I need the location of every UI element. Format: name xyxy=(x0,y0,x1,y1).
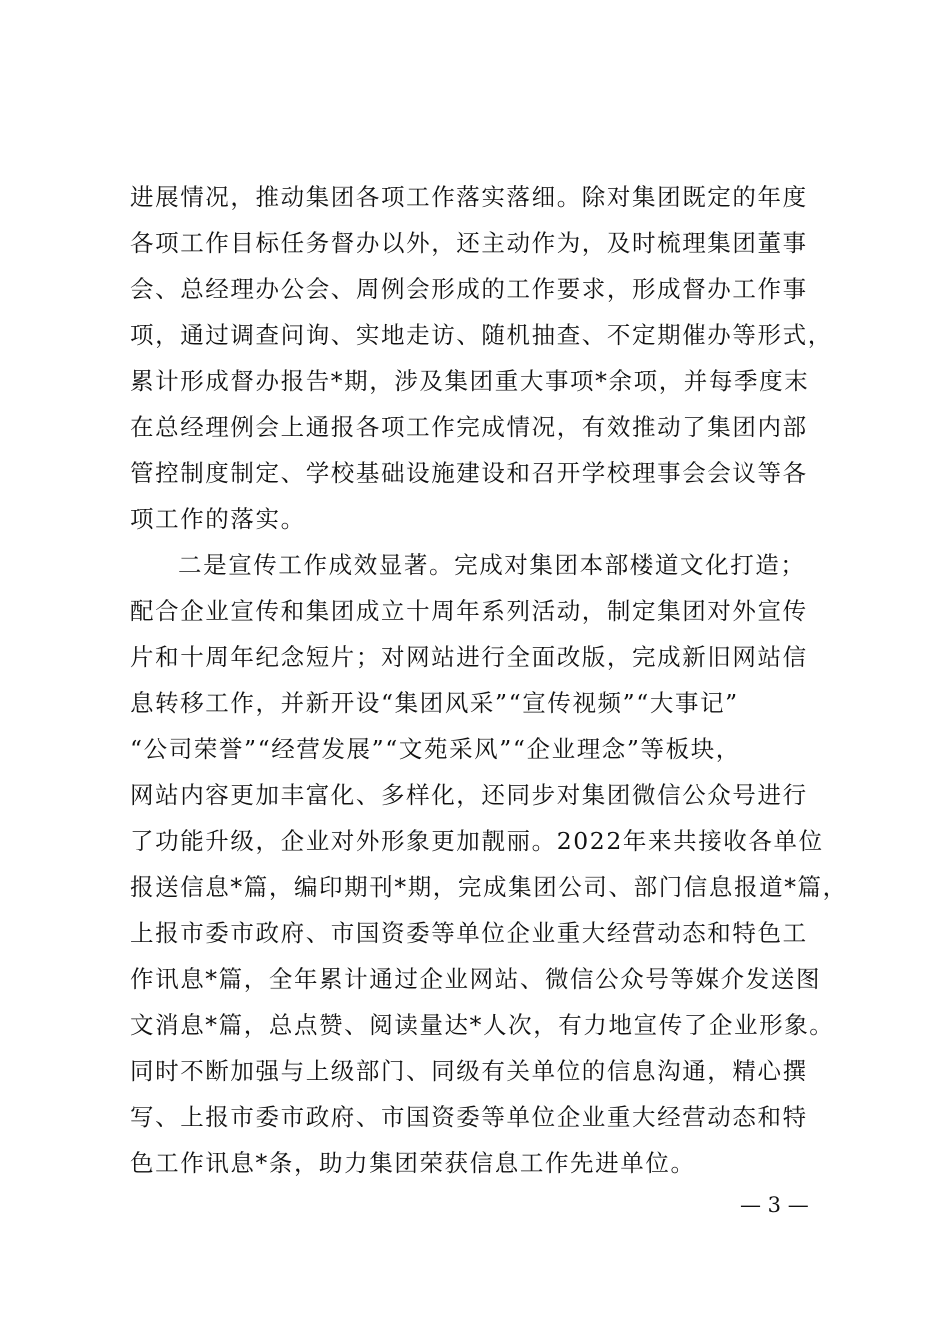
text-line: 项，通过调查问询、实地走访、随机抽查、不定期催办等形式， xyxy=(130,321,833,349)
text-line: 文消息*篇，总点赞、阅读量达*人次，有力地宣传了企业形象。 xyxy=(130,1011,835,1039)
text-line-indented: 二是宣传工作成效显著。完成对集团本部楼道文化打造； xyxy=(178,551,806,579)
text-line: 会、总经理办公会、周例会形成的工作要求，形成督办工作事 xyxy=(130,275,808,303)
page-number: — 3 — xyxy=(740,1193,809,1217)
text-line: 配合企业宣传和集团成立十周年系列活动，制定集团对外宣传 xyxy=(130,597,808,625)
text-line: 累计形成督办报告*期，涉及集团重大事项*余项，并每季度末 xyxy=(130,367,810,395)
text-line: 进展情况，推动集团各项工作落实落细。除对集团既定的年度 xyxy=(130,183,808,211)
text-line: 片和十周年纪念短片；对网站进行全面改版，完成新旧网站信 xyxy=(130,643,808,671)
text-line: 上报市委市政府、市国资委等单位企业重大经营动态和特色工 xyxy=(130,919,808,947)
text-line: 写、上报市委市政府、市国资委等单位企业重大经营动态和特 xyxy=(130,1103,808,1131)
text-line: 作讯息*篇，全年累计通过企业网站、微信公众号等媒介发送图 xyxy=(130,965,822,993)
text-line: 色工作讯息*条，助力集团荣获信息工作先进单位。 xyxy=(130,1149,696,1177)
text-line: 管控制度制定、学校基础设施建设和召开学校理事会会议等各 xyxy=(130,459,808,487)
text-line: 报送信息*篇，编印期刊*期，完成集团公司、部门信息报道*篇， xyxy=(130,873,848,901)
text-line: 网站内容更加丰富化、多样化，还同步对集团微信公众号进行 xyxy=(130,781,808,809)
text-line: 同时不断加强与上级部门、同级有关单位的信息沟通，精心撰 xyxy=(130,1057,808,1085)
text-line: 项工作的落实。 xyxy=(130,505,306,533)
text-line: 在总经理例会上通报各项工作完成情况，有效推动了集团内部 xyxy=(130,413,808,441)
text-line: 息转移工作，并新开设“集团风采”“宣传视频”“大事记” xyxy=(130,689,739,717)
text-line: “公司荣誉”“经营发展”“文苑采风”“企业理念”等板块， xyxy=(130,735,741,763)
body-text xyxy=(130,174,848,1186)
text-line: 各项工作目标任务督办以外，还主动作为，及时梳理集团董事 xyxy=(130,229,808,257)
text-line: 了功能升级，企业对外形象更加靓丽。2022年来共接收各单位 xyxy=(130,827,824,855)
